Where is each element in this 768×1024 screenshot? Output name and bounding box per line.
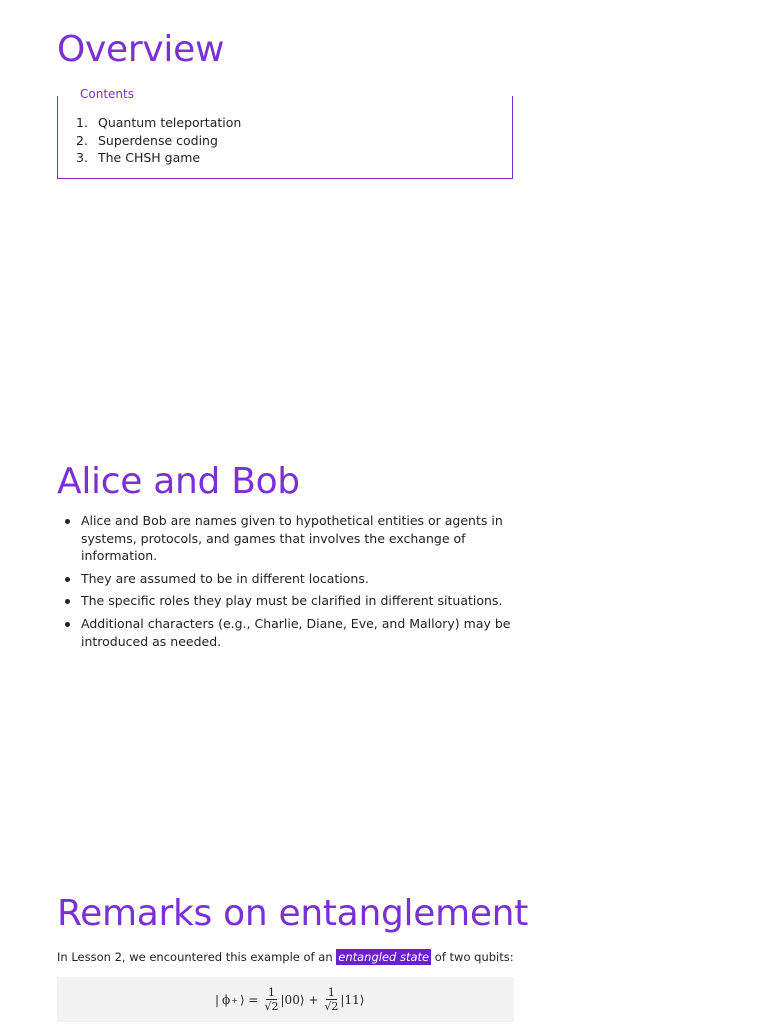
contents-list xyxy=(76,114,241,167)
bullet-item xyxy=(62,592,518,610)
formula-fraction xyxy=(265,986,279,1014)
formula-ket-11: |11⟩ xyxy=(340,993,365,1007)
fraction-denominator: √2 xyxy=(264,1000,279,1013)
formula-sup: + xyxy=(231,995,238,1005)
formula-ket-open: | xyxy=(215,993,220,1007)
alice-bob-bullet-list xyxy=(62,512,518,655)
contents-item[interactable] xyxy=(76,149,241,167)
formula-ket-00: |00⟩ + xyxy=(280,993,319,1007)
para-text-before: In Lesson 2, we encountered this example of an xyxy=(57,950,337,964)
fraction-numerator: 1 xyxy=(327,986,335,999)
contents-item-label[interactable]: Superdense coding xyxy=(98,132,218,148)
contents-item-number: 2. xyxy=(76,132,88,148)
contents-label: Contents xyxy=(80,86,138,102)
bullet-dot xyxy=(65,577,70,582)
alice-bob-heading: Alice and Bob xyxy=(57,461,300,502)
remarks-heading: Remarks on entanglement xyxy=(57,893,529,934)
fraction-numerator: 1 xyxy=(268,986,275,999)
bullet-item xyxy=(62,570,518,588)
formula-fraction xyxy=(324,986,338,1014)
remarks-paragraph xyxy=(57,948,517,966)
bullet-text: The specific roles they play must be clarified in different situations. xyxy=(81,593,503,609)
entangled-state-link[interactable]: entangled state xyxy=(338,950,430,964)
contents-item-number: 3. xyxy=(76,150,88,166)
formula-phi: ϕ xyxy=(222,993,231,1007)
fraction-denominator: √2 xyxy=(324,1000,339,1013)
contents-item-label[interactable]: Quantum teleportation xyxy=(98,115,242,130)
bullet-text: They are assumed to be in different locations. xyxy=(81,570,369,586)
bullet-item xyxy=(62,615,518,650)
formula-lhs-close: ⟩ = xyxy=(239,993,259,1007)
contents-item[interactable] xyxy=(76,132,241,150)
bullet-dot xyxy=(65,519,70,524)
bullet-dot xyxy=(65,599,70,604)
bullet-text: Additional characters (e.g., Charlie, Diane, Eve, and Mallory) may be introduced as needed. xyxy=(81,615,511,649)
bullet-text: Alice and Bob are names given to hypothetical entities or agents in systems, protocols, and games that involves the exchange of information. xyxy=(81,513,503,564)
phi-plus-formula xyxy=(215,982,364,1018)
bullet-item xyxy=(62,512,518,565)
contents-item-label[interactable]: The CHSH game xyxy=(98,150,201,166)
overview-heading: Overview xyxy=(57,29,225,70)
contents-item[interactable] xyxy=(76,114,241,132)
para-text-after: of two qubits: xyxy=(431,950,514,964)
contents-item-number: 1. xyxy=(76,115,88,130)
bullet-dot xyxy=(65,622,70,627)
